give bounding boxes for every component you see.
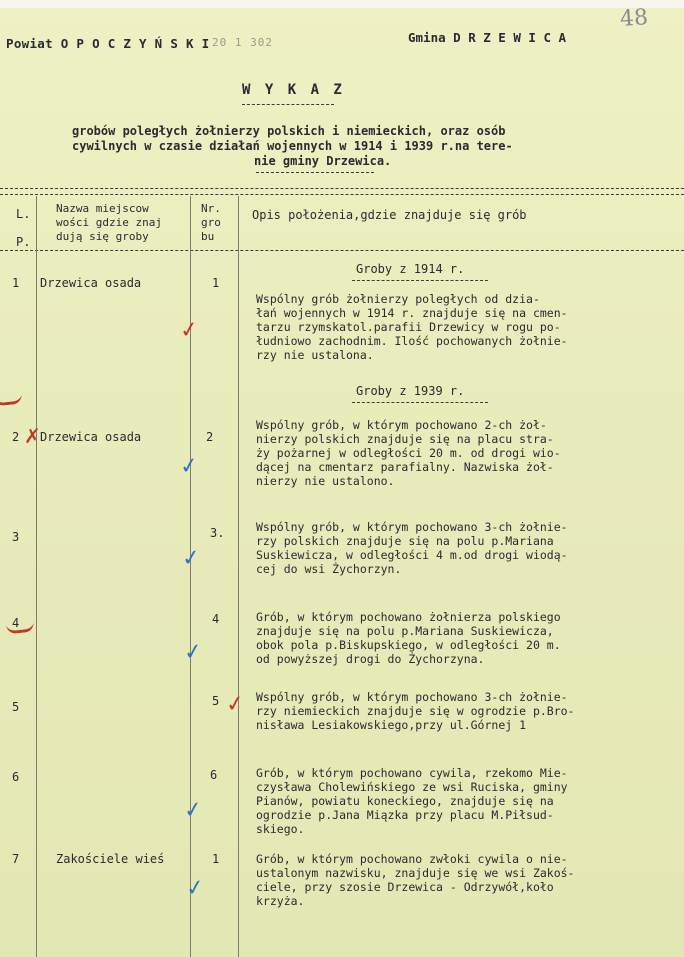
red-x-mark-icon: ✗ bbox=[24, 424, 41, 448]
col-header-nr-line-2: gro bbox=[201, 216, 221, 229]
blue-check-mark-icon: ✓ bbox=[178, 452, 201, 481]
subtitle-line-1: grobów poległych żołnierzy polskich i niemieckich, oraz osób bbox=[72, 124, 506, 138]
blue-check-mark-icon: ✓ bbox=[182, 638, 205, 667]
row-5-description: Wspólny grób, w którym pochowano 3-ch żołnie- rzy niemieckich znajduje się w ogrodzie p.Bro- nisława Lesiakowskiego,przy ul.Górnej 1 bbox=[256, 690, 575, 732]
row-4-grave-number: 4 bbox=[212, 612, 220, 626]
subtitle-line-2: cywilnych w czasie działań wojennych w 1914 i 1939 r.na tere- bbox=[72, 139, 513, 153]
powiat-label: Powiat O P O C Z Y Ń S K I bbox=[6, 36, 210, 51]
row-5-lp: 5 bbox=[12, 700, 20, 714]
header-bottom-rule bbox=[0, 250, 684, 251]
document-title: W Y K A Z bbox=[242, 82, 345, 98]
row-4-description: Grób, w którym pochowano żołnierza polskiego znajduje się na polu p.Mariana Suskiewicza, obok pola p.Biskupskiego, w odległości 20 m. od powyższej drogi do Żychorzyna. bbox=[256, 610, 561, 666]
col-header-place-line-3: dują się groby bbox=[56, 230, 149, 243]
row-1-description: Wspólny grób żołnierzy poległych od dzia- łań wojennych w 1914 r. znajduje się na cmen- tarzu rzymskatol.parafii Drzewicy w rogu po- łudniowo zachodnim. Ilość pochowanych żołnie- rzy nie ustalona. bbox=[256, 292, 568, 362]
row-7-lp: 7 bbox=[12, 852, 20, 866]
blue-check-mark-icon: ✓ bbox=[184, 874, 207, 903]
table-top-rule-1 bbox=[0, 188, 684, 189]
red-check-mark-icon: ✓ bbox=[224, 690, 247, 719]
row-2-lp: 2 bbox=[12, 430, 20, 444]
section-underline-1914 bbox=[352, 280, 488, 281]
section-heading-1939: Groby z 1939 r. bbox=[356, 384, 465, 398]
row-7-grave-number: 1 bbox=[212, 852, 220, 866]
red-check-mark-icon: ✓ bbox=[178, 316, 201, 345]
row-6-grave-number: 6 bbox=[210, 768, 218, 782]
col-divider-lp bbox=[36, 196, 37, 957]
row-6-lp: 6 bbox=[12, 770, 20, 784]
col-header-place-line-2: wości gdzie znaj bbox=[56, 216, 162, 229]
col-header-lp-line-2: P. bbox=[16, 235, 31, 249]
row-1-place: Drzewica osada bbox=[40, 276, 142, 290]
section-heading-1914: Groby z 1914 r. bbox=[356, 262, 465, 276]
row-7-description: Grób, w którym pochowano zwłoki cywila o nie- ustalonym nazwisku, znajduje się we wsi Zakoś- ciele, przy szosie Drzewica - Odrzywół,koło krzyża. bbox=[256, 852, 575, 908]
row-5-grave-number: 5 bbox=[212, 694, 220, 708]
red-margin-mark-icon bbox=[0, 389, 23, 407]
section-underline-1939 bbox=[352, 402, 488, 403]
table-top-rule-2 bbox=[0, 194, 684, 195]
row-1-lp: 1 bbox=[12, 276, 20, 290]
scan-edge bbox=[0, 0, 684, 8]
row-3-description: Wspólny grób, w którym pochowano 3-ch żołnie- rzy polskich znajduje się na polu p.Mariana Suskiewicza, w odległości 4 m.od drogi wiodą- cej do wsi Żychorzyn. bbox=[256, 520, 568, 576]
col-header-lp-line-1: L. bbox=[16, 207, 31, 221]
subtitle-underline bbox=[256, 172, 374, 173]
col-header-place bbox=[56, 202, 162, 244]
row-2-grave-number: 2 bbox=[206, 430, 214, 444]
title-underline bbox=[242, 104, 334, 105]
red-margin-mark-icon bbox=[5, 617, 34, 635]
subtitle-line-3: nie gminy Drzewica. bbox=[254, 154, 392, 168]
row-2-place: Drzewica osada bbox=[40, 430, 142, 444]
faint-stamp: 20 1 302 bbox=[212, 36, 273, 49]
page-number-pencil: 48 bbox=[619, 5, 649, 32]
col-header-description: Opis położenia,gdzie znajduje się grób bbox=[252, 208, 527, 222]
col-header-nr-line-3: bu bbox=[201, 230, 215, 243]
row-3-lp: 3 bbox=[12, 530, 20, 544]
col-header-nr-line-1: Nr. bbox=[201, 202, 221, 215]
row-1-grave-number: 1 bbox=[212, 276, 220, 290]
gmina-label: Gmina D R Z E W I C A bbox=[408, 30, 567, 45]
row-2-description: Wspólny grób, w którym pochowano 2-ch żoł- nierzy polskich znajduje się na placu stra- ży pożarnej w odległości 20 m. od drogi wio- dącej na cmentarz parafialny. Nazwiska żoł- nierzy nie ustalono. bbox=[256, 418, 561, 488]
row-7-place: Zakościele wieś bbox=[56, 852, 165, 866]
col-divider-place bbox=[190, 196, 191, 957]
col-header-nr bbox=[201, 202, 221, 244]
row-3-grave-number: 3. bbox=[210, 526, 225, 540]
blue-check-mark-icon: ✓ bbox=[182, 796, 205, 825]
col-header-lp bbox=[16, 207, 30, 249]
col-divider-nr bbox=[238, 196, 239, 957]
row-4-lp: 4 bbox=[12, 616, 20, 630]
blue-check-mark-icon: ✓ bbox=[180, 544, 203, 573]
col-header-place-line-1: Nazwa miejscow bbox=[56, 202, 149, 215]
row-6-description: Grób, w którym pochowano cywila, rzekomo Mie- czysława Cholewińskiego ze wsi Ruciska, gminy Pianów, powiatu koneckiego, znajduje się na ogrodzie p.Jana Miązka przy placu M.Piłsud- skiego. bbox=[256, 766, 568, 836]
